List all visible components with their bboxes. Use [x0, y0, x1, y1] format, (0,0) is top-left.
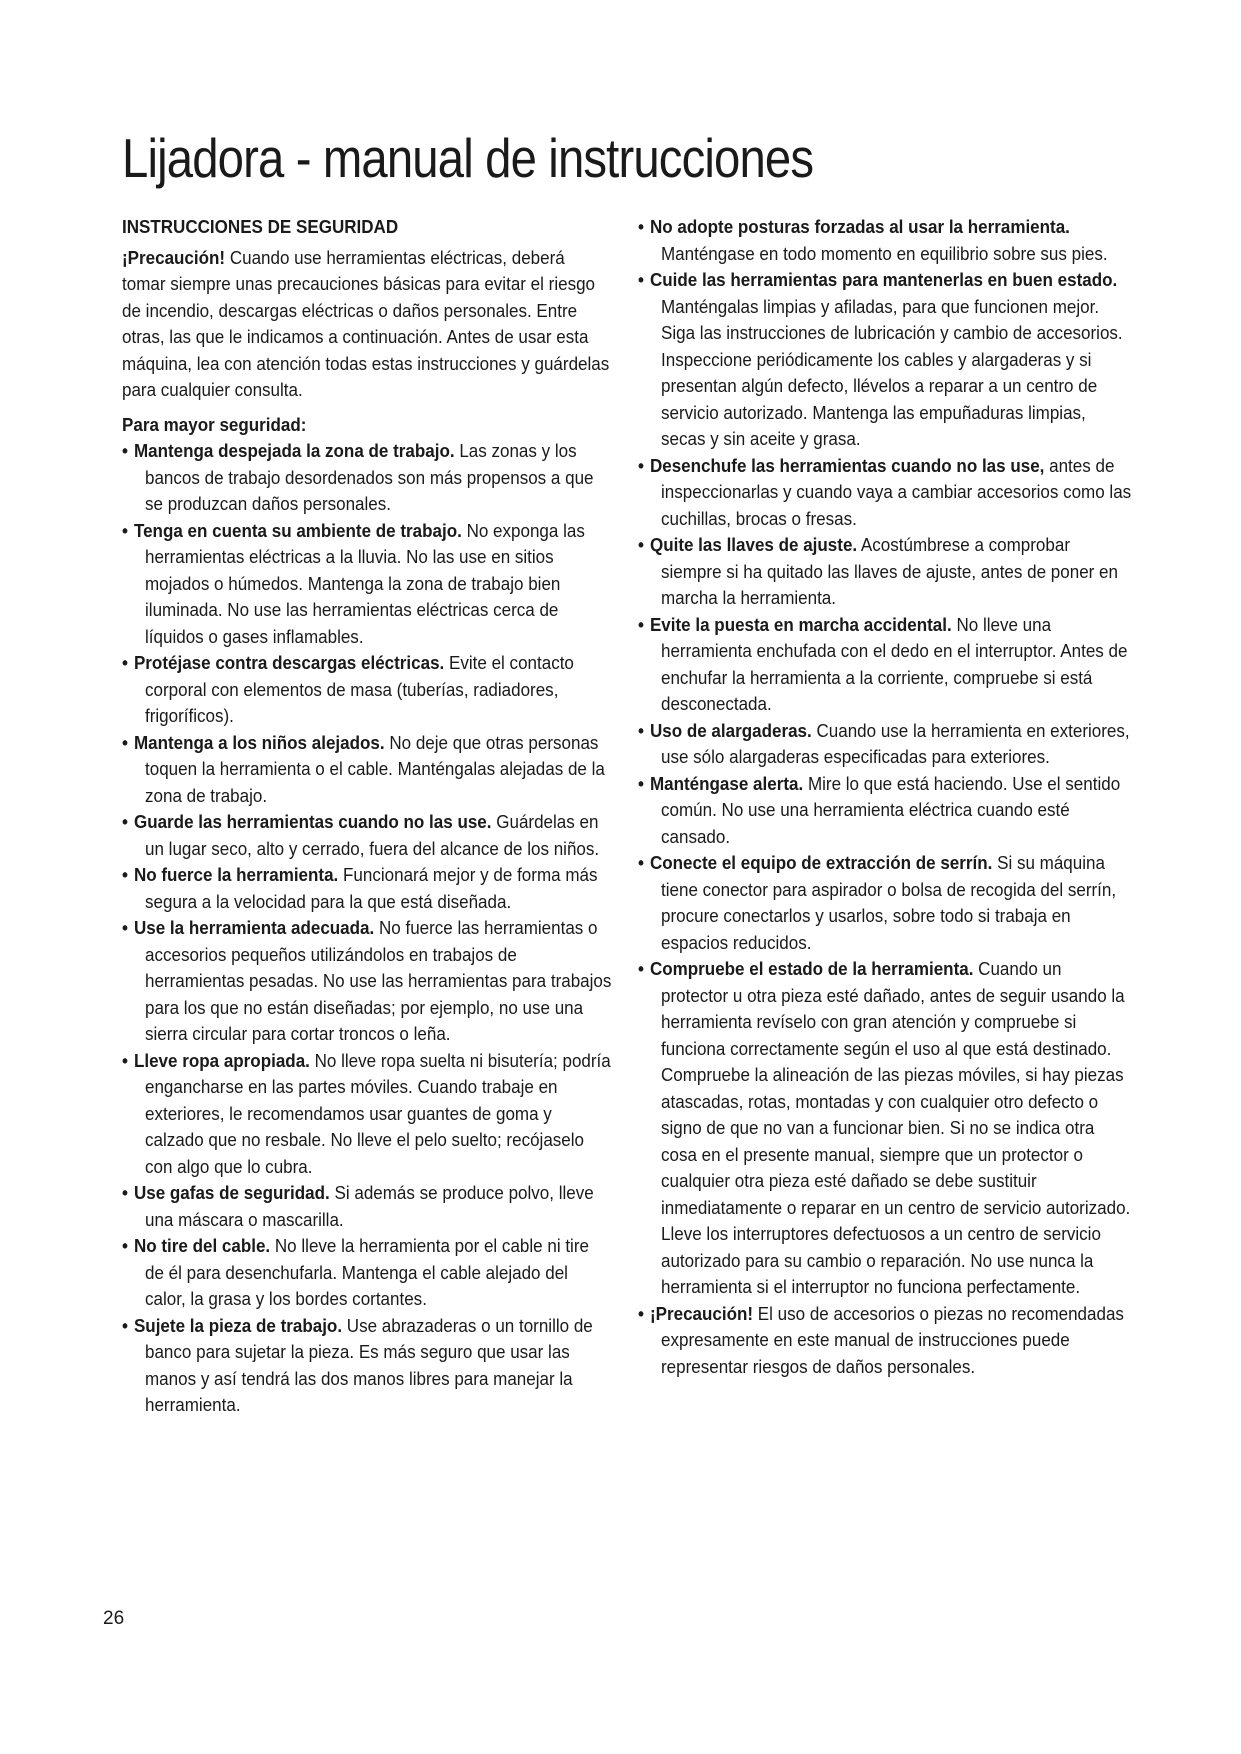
- safety-item-text: Evite el contacto corporal con elementos de masa (tuberías, radiadores, frigoríficos).: [145, 652, 574, 726]
- right-column: [638, 214, 1132, 1380]
- safety-item-lead: No fuerce la herramienta.: [133, 864, 339, 885]
- safety-item: [122, 1233, 612, 1313]
- safety-item: [638, 612, 1132, 718]
- safety-item: [122, 438, 612, 518]
- safety-item-lead: Tenga en cuenta su ambiente de trabajo.: [133, 519, 462, 541]
- safety-item-text: Funcionará mejor y de forma más segura a la velocidad para la que está diseñada.: [145, 864, 598, 912]
- safety-item: [122, 730, 612, 810]
- safety-item-lead: Mantenga a los niños alejados.: [133, 731, 385, 753]
- safety-item-text: No exponga las herramientas eléctricas a la lluvia. No las use en sitios mojados o húmedos. Mantenga la zona de trabajo bien iluminada. No use las herramientas eléctricas cerca de líquidos o gases inflamables.: [145, 519, 585, 647]
- safety-item-lead: Protéjase contra descargas eléctricas.: [133, 652, 445, 673]
- section-heading: INSTRUCCIONES DE SEGURIDAD: [122, 216, 399, 237]
- safety-item-text: Cuando un protector u otra pieza esté dañado, antes de seguir usando la herramienta revíselo con gran atención y compruebe si funciona correctamente según el uso al que está destinado. Compruebe la alineación de las piezas móviles, si hay piezas atascadas, rotas, montadas y con cualquier otro defecto o signo de que no van a funcionar bien. Si no se indica otra cosa en el presente manual, siempre que un protector o cualquier otra pieza esté dañado se debe sustituir inmediatamente o reparar en un centro de servicio autorizado. Lleve los interruptores defectuosos a un centro de servicio autorizado para su cambio o reparación. No use nunca la herramienta si el interruptor no funciona perfectamente.: [661, 958, 1131, 1297]
- safety-item-text: Manténgase en todo momento en equilibrio sobre sus pies.: [661, 242, 1108, 264]
- safety-item: [638, 771, 1132, 851]
- safety-item-lead: Evite la puesta en marcha accidental.: [649, 613, 952, 635]
- safety-item-text: Si además se produce polvo, lleve una máscara o mascarilla.: [145, 1182, 594, 1230]
- safety-item-lead: ¡Precaución!: [649, 1302, 754, 1324]
- page-number: 26: [103, 1608, 125, 1629]
- safety-item-text: El uso de accesorios o piezas no recomendadas expresamente en este manual de instrucciones puede representar riesgos de daños personales.: [661, 1302, 1124, 1377]
- safety-item-lead: Cuide las herramientas para mantenerlas en buen estado.: [649, 269, 1118, 290]
- intro-text: Cuando use herramientas eléctricas, deberá tomar siempre unas precauciones básicas para evitar el riesgo de incendio, descargas eléctricas o daños personales. Entre otras, las que le indicamos a continuación. Antes de usar esta máquina, lea con atención todas estas instrucciones y guárdelas para cualquier consulta.: [122, 246, 610, 400]
- safety-item-text: No lleve ropa suelta ni bisutería; podría engancharse en las partes móviles. Cuando trabaje en exteriores, le recomendamos usar guantes de goma y calzado que no resbale. No lleve el pelo suelto; recójaselo con algo que lo cubra.: [145, 1049, 611, 1177]
- safety-item-lead: Uso de alargaderas.: [649, 719, 812, 741]
- page-title: Lijadora - manual de instrucciones: [122, 127, 814, 189]
- safety-item-lead: Sujete la pieza de trabajo.: [133, 1314, 343, 1336]
- safety-item-text: No lleve la herramienta por el cable ni tire de él para desenchufarla. Mantenga el cable alejado del calor, la grasa y los bordes cortantes.: [145, 1235, 589, 1309]
- safety-item-text: antes de inspeccionarlas y cuando vaya a cambiar accesorios como las cuchillas, brocas o fresas.: [661, 454, 1132, 529]
- safety-item-lead: Desenchufe las herramientas cuando no las use,: [649, 454, 1045, 476]
- safety-item-lead: Compruebe el estado de la herramienta.: [649, 958, 974, 979]
- safety-item-text: No fuerce las herramientas o accesorios pequeños utilizándolos en trabajos de herramientas pesadas. No use las herramientas para trabajos para los que no están diseñadas; por ejemplo, no use una sierra circular para cortar troncos o leña.: [145, 917, 612, 1044]
- safety-item: [122, 650, 612, 730]
- safety-item-lead: Use la herramienta adecuada.: [133, 917, 375, 938]
- safety-item: [638, 532, 1132, 612]
- safety-item-lead: Manténgase alerta.: [649, 772, 804, 794]
- safety-item: [122, 1180, 612, 1233]
- intro-paragraph: [122, 245, 612, 404]
- safety-item-text: Mire lo que está haciendo. Use el sentido común. No use una herramienta eléctrica cuando esté cansado.: [661, 772, 1121, 847]
- left-column: [122, 214, 612, 1419]
- safety-item-text: No lleve una herramienta enchufada con el dedo en el interruptor. Antes de enchufar la herramienta a la corriente, compruebe si está desconectada.: [661, 613, 1128, 714]
- safety-item: [638, 453, 1132, 533]
- safety-item-lead: No adopte posturas forzadas al usar la herramienta.: [649, 216, 1070, 237]
- safety-item: [638, 214, 1132, 267]
- safety-item: [122, 1048, 612, 1181]
- safety-item-text: Acostúmbrese a comprobar siempre si ha quitado las llaves de ajuste, antes de poner en marcha la herramienta.: [661, 534, 1118, 608]
- right-bullet-list: [638, 214, 1132, 1380]
- safety-item-text: Si su máquina tiene conector para aspirador o bolsa de recogida del serrín, procure conectarlos y usarlos, sobre todo si trabaja en espacios reducidos.: [661, 852, 1117, 953]
- subheading: Para mayor seguridad:: [122, 413, 307, 435]
- safety-item-text: Use abrazaderas o un tornillo de banco para sujetar la pieza. Es más seguro que usar las manos y así tendrá las dos manos libres para manejar la herramienta.: [145, 1314, 593, 1415]
- safety-item-text: No deje que otras personas toquen la herramienta o el cable. Manténgalas alejadas de la zona de trabajo.: [145, 731, 605, 806]
- safety-item: [638, 718, 1132, 771]
- safety-item-text: Cuando use la herramienta en exteriores, use sólo alargaderas especificadas para exteriores.: [661, 719, 1130, 767]
- intro-lead: ¡Precaución!: [122, 246, 226, 268]
- safety-item-text: Guárdelas en un lugar seco, alto y cerrado, fuera del alcance de los niños.: [145, 811, 600, 859]
- safety-item-lead: Use gafas de seguridad.: [133, 1182, 330, 1203]
- safety-item-text: Manténgalas limpias y afiladas, para que funcionen mejor. Siga las instrucciones de lubricación y cambio de accesorios. Inspeccione periódicamente los cables y alargaderas y si presentan algún defecto, llévelos a reparar a un centro de servicio autorizado. Mantenga las empuñaduras limpias, secas y sin aceite y grasa.: [661, 295, 1123, 449]
- safety-item: [638, 267, 1132, 453]
- safety-item-text: Las zonas y los bancos de trabajo desordenados son más propensos a que se produzcan daños personales.: [145, 440, 594, 514]
- safety-item: [638, 850, 1132, 956]
- safety-item-lead: Conecte el equipo de extracción de serrín.: [649, 852, 993, 873]
- left-bullet-list: [122, 438, 612, 1419]
- safety-item: [122, 518, 612, 651]
- safety-item: [122, 862, 612, 915]
- safety-item: [122, 809, 612, 862]
- safety-item-lead: Guarde las herramientas cuando no las use.: [133, 811, 492, 832]
- safety-item: [122, 1313, 612, 1419]
- safety-item: [638, 956, 1132, 1301]
- safety-item-lead: No tire del cable.: [133, 1235, 271, 1256]
- safety-item-lead: Mantenga despejada la zona de trabajo.: [133, 440, 455, 461]
- safety-item-lead: Quite las llaves de ajuste.: [649, 534, 858, 555]
- safety-item: [638, 1301, 1132, 1381]
- safety-item-lead: Lleve ropa apropiada.: [133, 1049, 310, 1071]
- safety-item: [122, 915, 612, 1048]
